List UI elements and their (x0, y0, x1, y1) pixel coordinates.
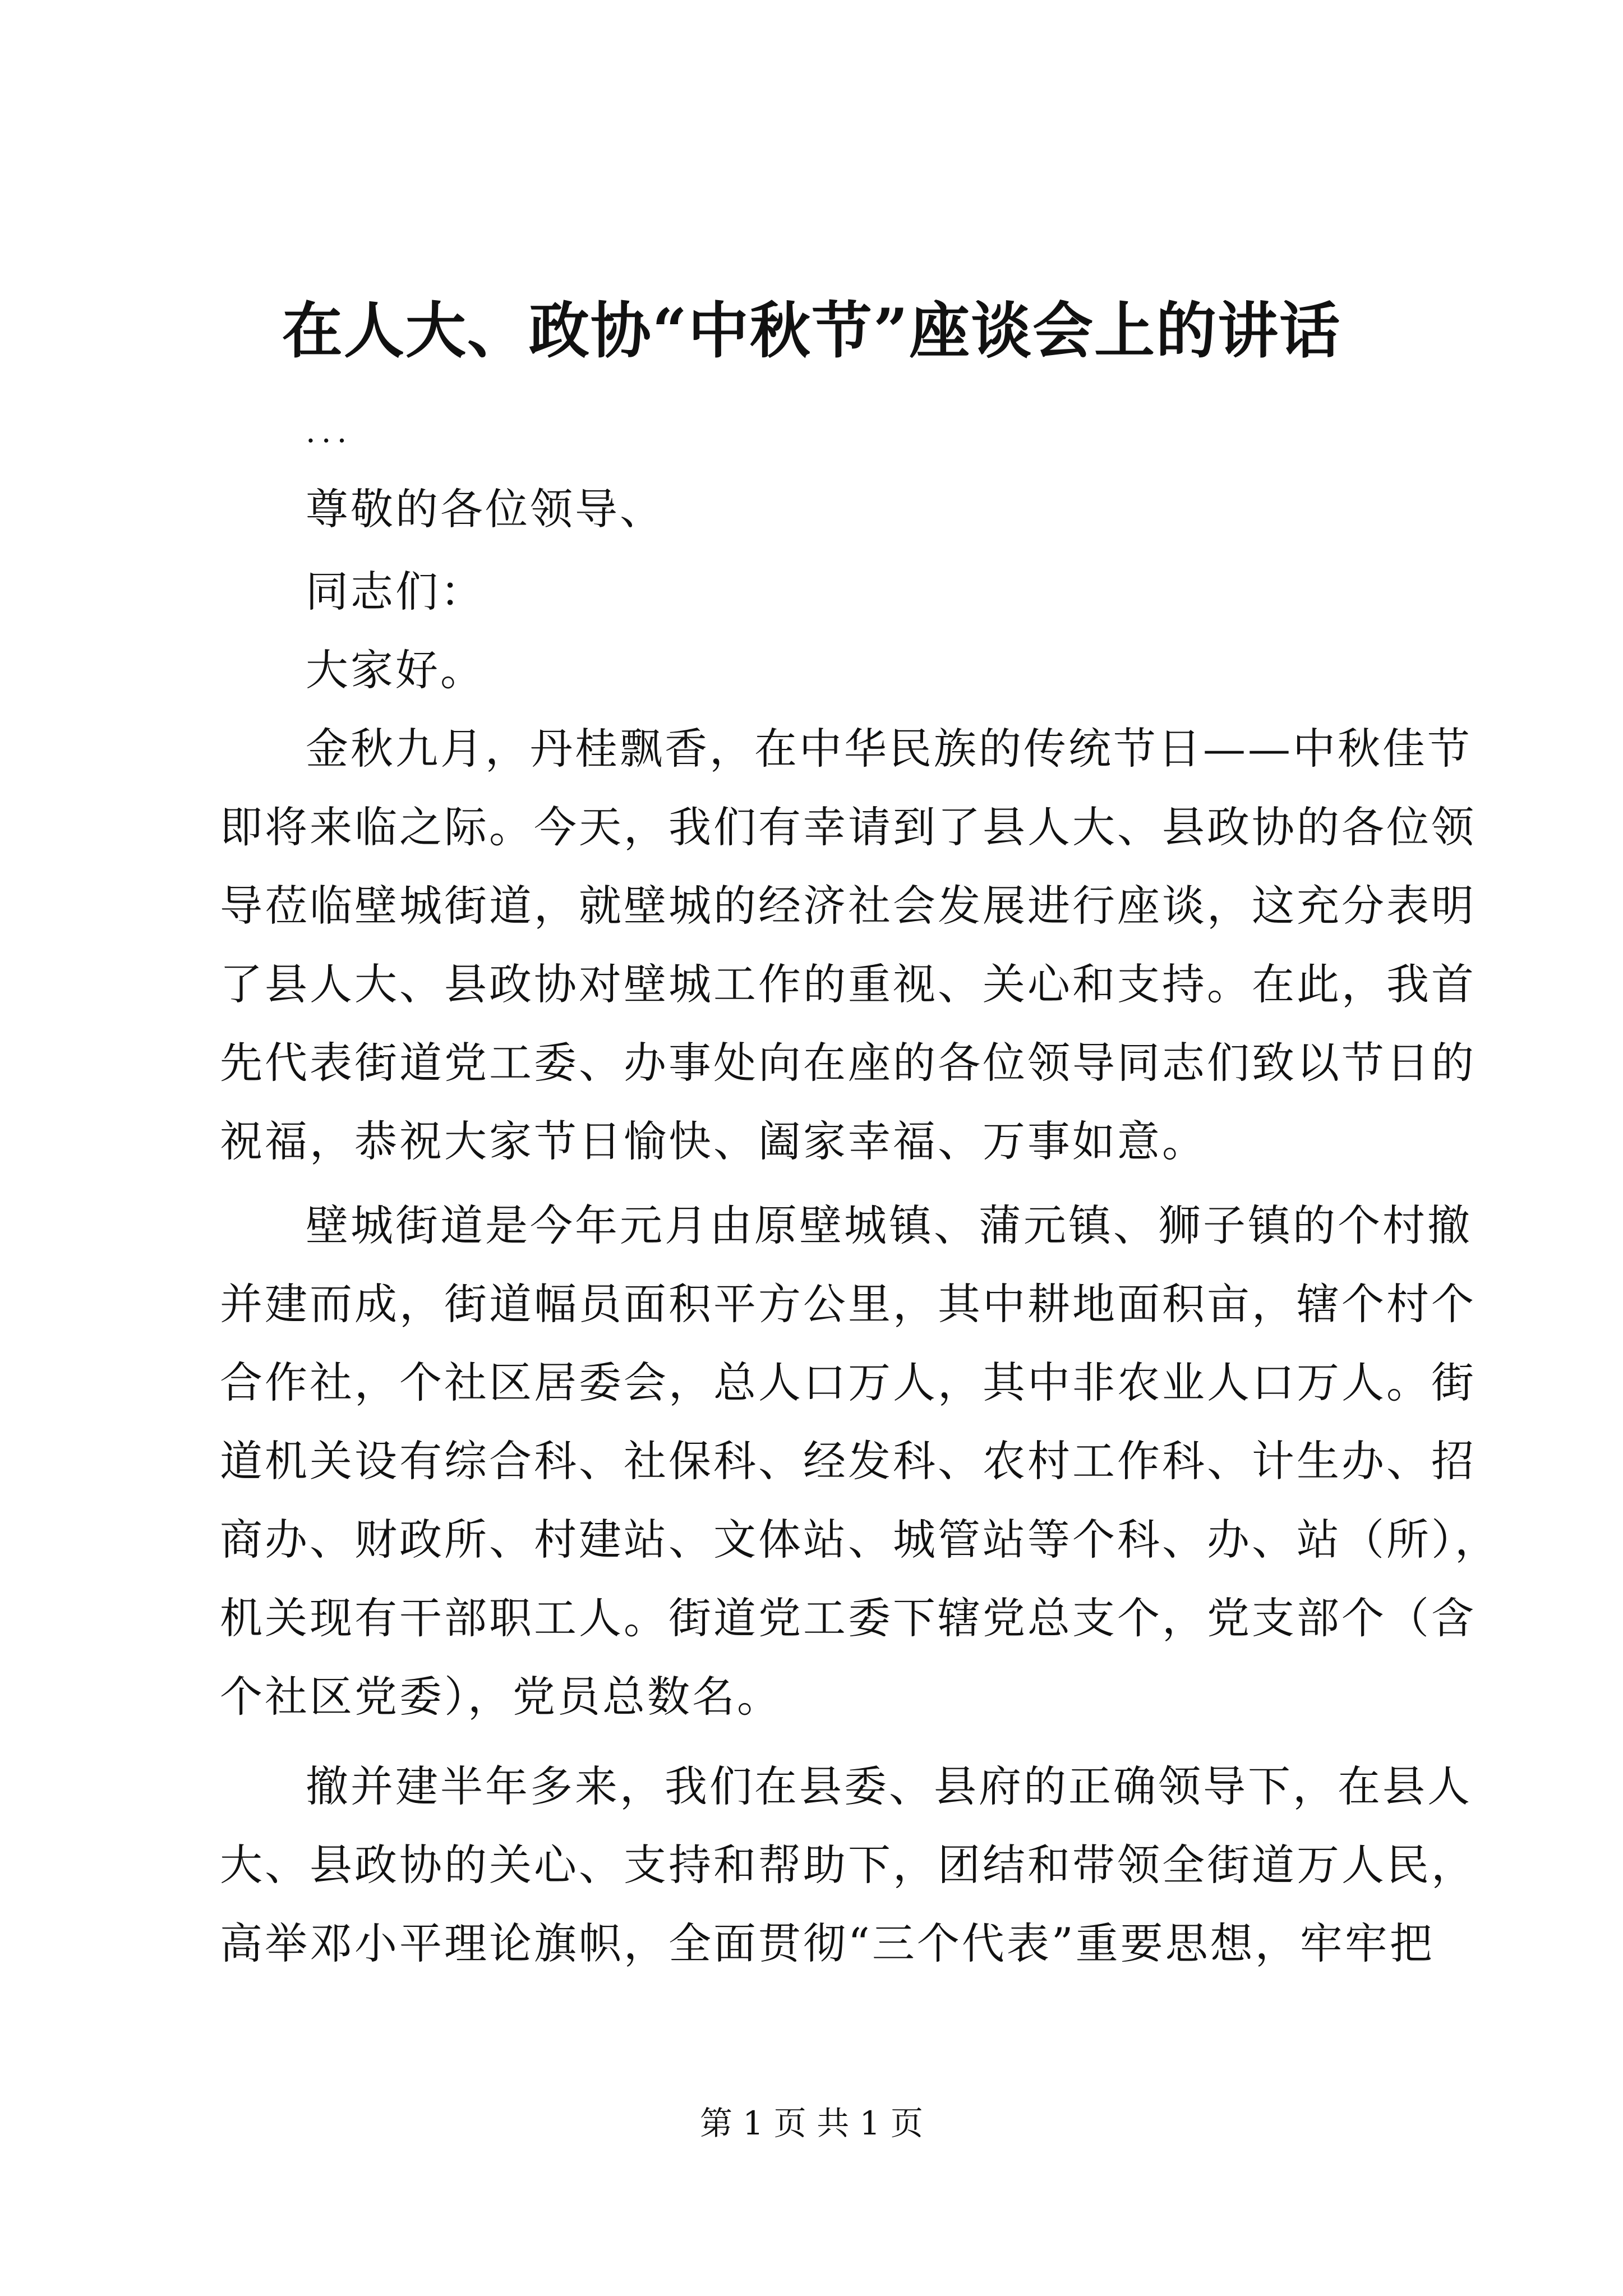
ellipsis-marker: ... (306, 413, 353, 450)
paragraph-line: 个社区党委），党员总数名。 (220, 1672, 782, 1722)
paragraph-line: 金秋九月，丹桂飘香，在中华民族的传统节日——中秋佳节 (306, 724, 1472, 774)
salutation-line: 同志们： (306, 567, 485, 616)
document-title: 在人大、政协“中秋节”座谈会上的讲话 (282, 296, 1341, 366)
paragraph-line: 并建而成，街道幅员面积平方公里，其中耕地面积亩，辖个村个 (220, 1279, 1476, 1329)
paragraph-line: 祝福，恭祝大家节日愉快、阖家幸福、万事如意。 (220, 1116, 1207, 1166)
paragraph-line: 高举邓小平理论旗帜，全面贯彻“三个代表”重要思想，牢牢把 (220, 1918, 1435, 1968)
paragraph-line: 先代表街道党工委、办事处向在座的各位领导同志们致以节日的 (220, 1038, 1476, 1088)
paragraph-line: 大、县政协的关心、支持和帮助下，团结和带领全街道万人民， (220, 1840, 1476, 1890)
paragraph-line: 机关现有干部职工人。街道党工委下辖党总支个，党支部个（含 (220, 1593, 1476, 1643)
paragraph-line: 壁城街道是今年元月由原壁城镇、蒲元镇、狮子镇的个村撤 (306, 1200, 1472, 1250)
paragraph-line: 合作社，个社区居委会，总人口万人，其中非农业人口万人。街 (220, 1358, 1476, 1407)
paragraph-line: 了县人大、县政协对壁城工作的重视、关心和支持。在此，我首 (220, 959, 1476, 1009)
paragraph-line: 商办、财政所、村建站、文体站、城管站等个科、办、站（所）， (220, 1515, 1500, 1565)
greeting-line: 大家好。 (306, 645, 485, 695)
salutation-line: 尊敬的各位领导、 (306, 484, 665, 534)
page-footer: 第 1 页 共 1 页 (700, 2104, 923, 2142)
paragraph-line: 导莅临壁城街道，就壁城的经济社会发展进行座谈，这充分表明 (220, 881, 1476, 931)
paragraph-line: 道机关设有综合科、社保科、经发科、农村工作科、计生办、招 (220, 1436, 1476, 1486)
paragraph-line: 即将来临之际。今天，我们有幸请到了县人大、县政协的各位领 (220, 802, 1476, 852)
paragraph-line: 撤并建半年多来，我们在县委、县府的正确领导下，在县人 (306, 1761, 1472, 1811)
